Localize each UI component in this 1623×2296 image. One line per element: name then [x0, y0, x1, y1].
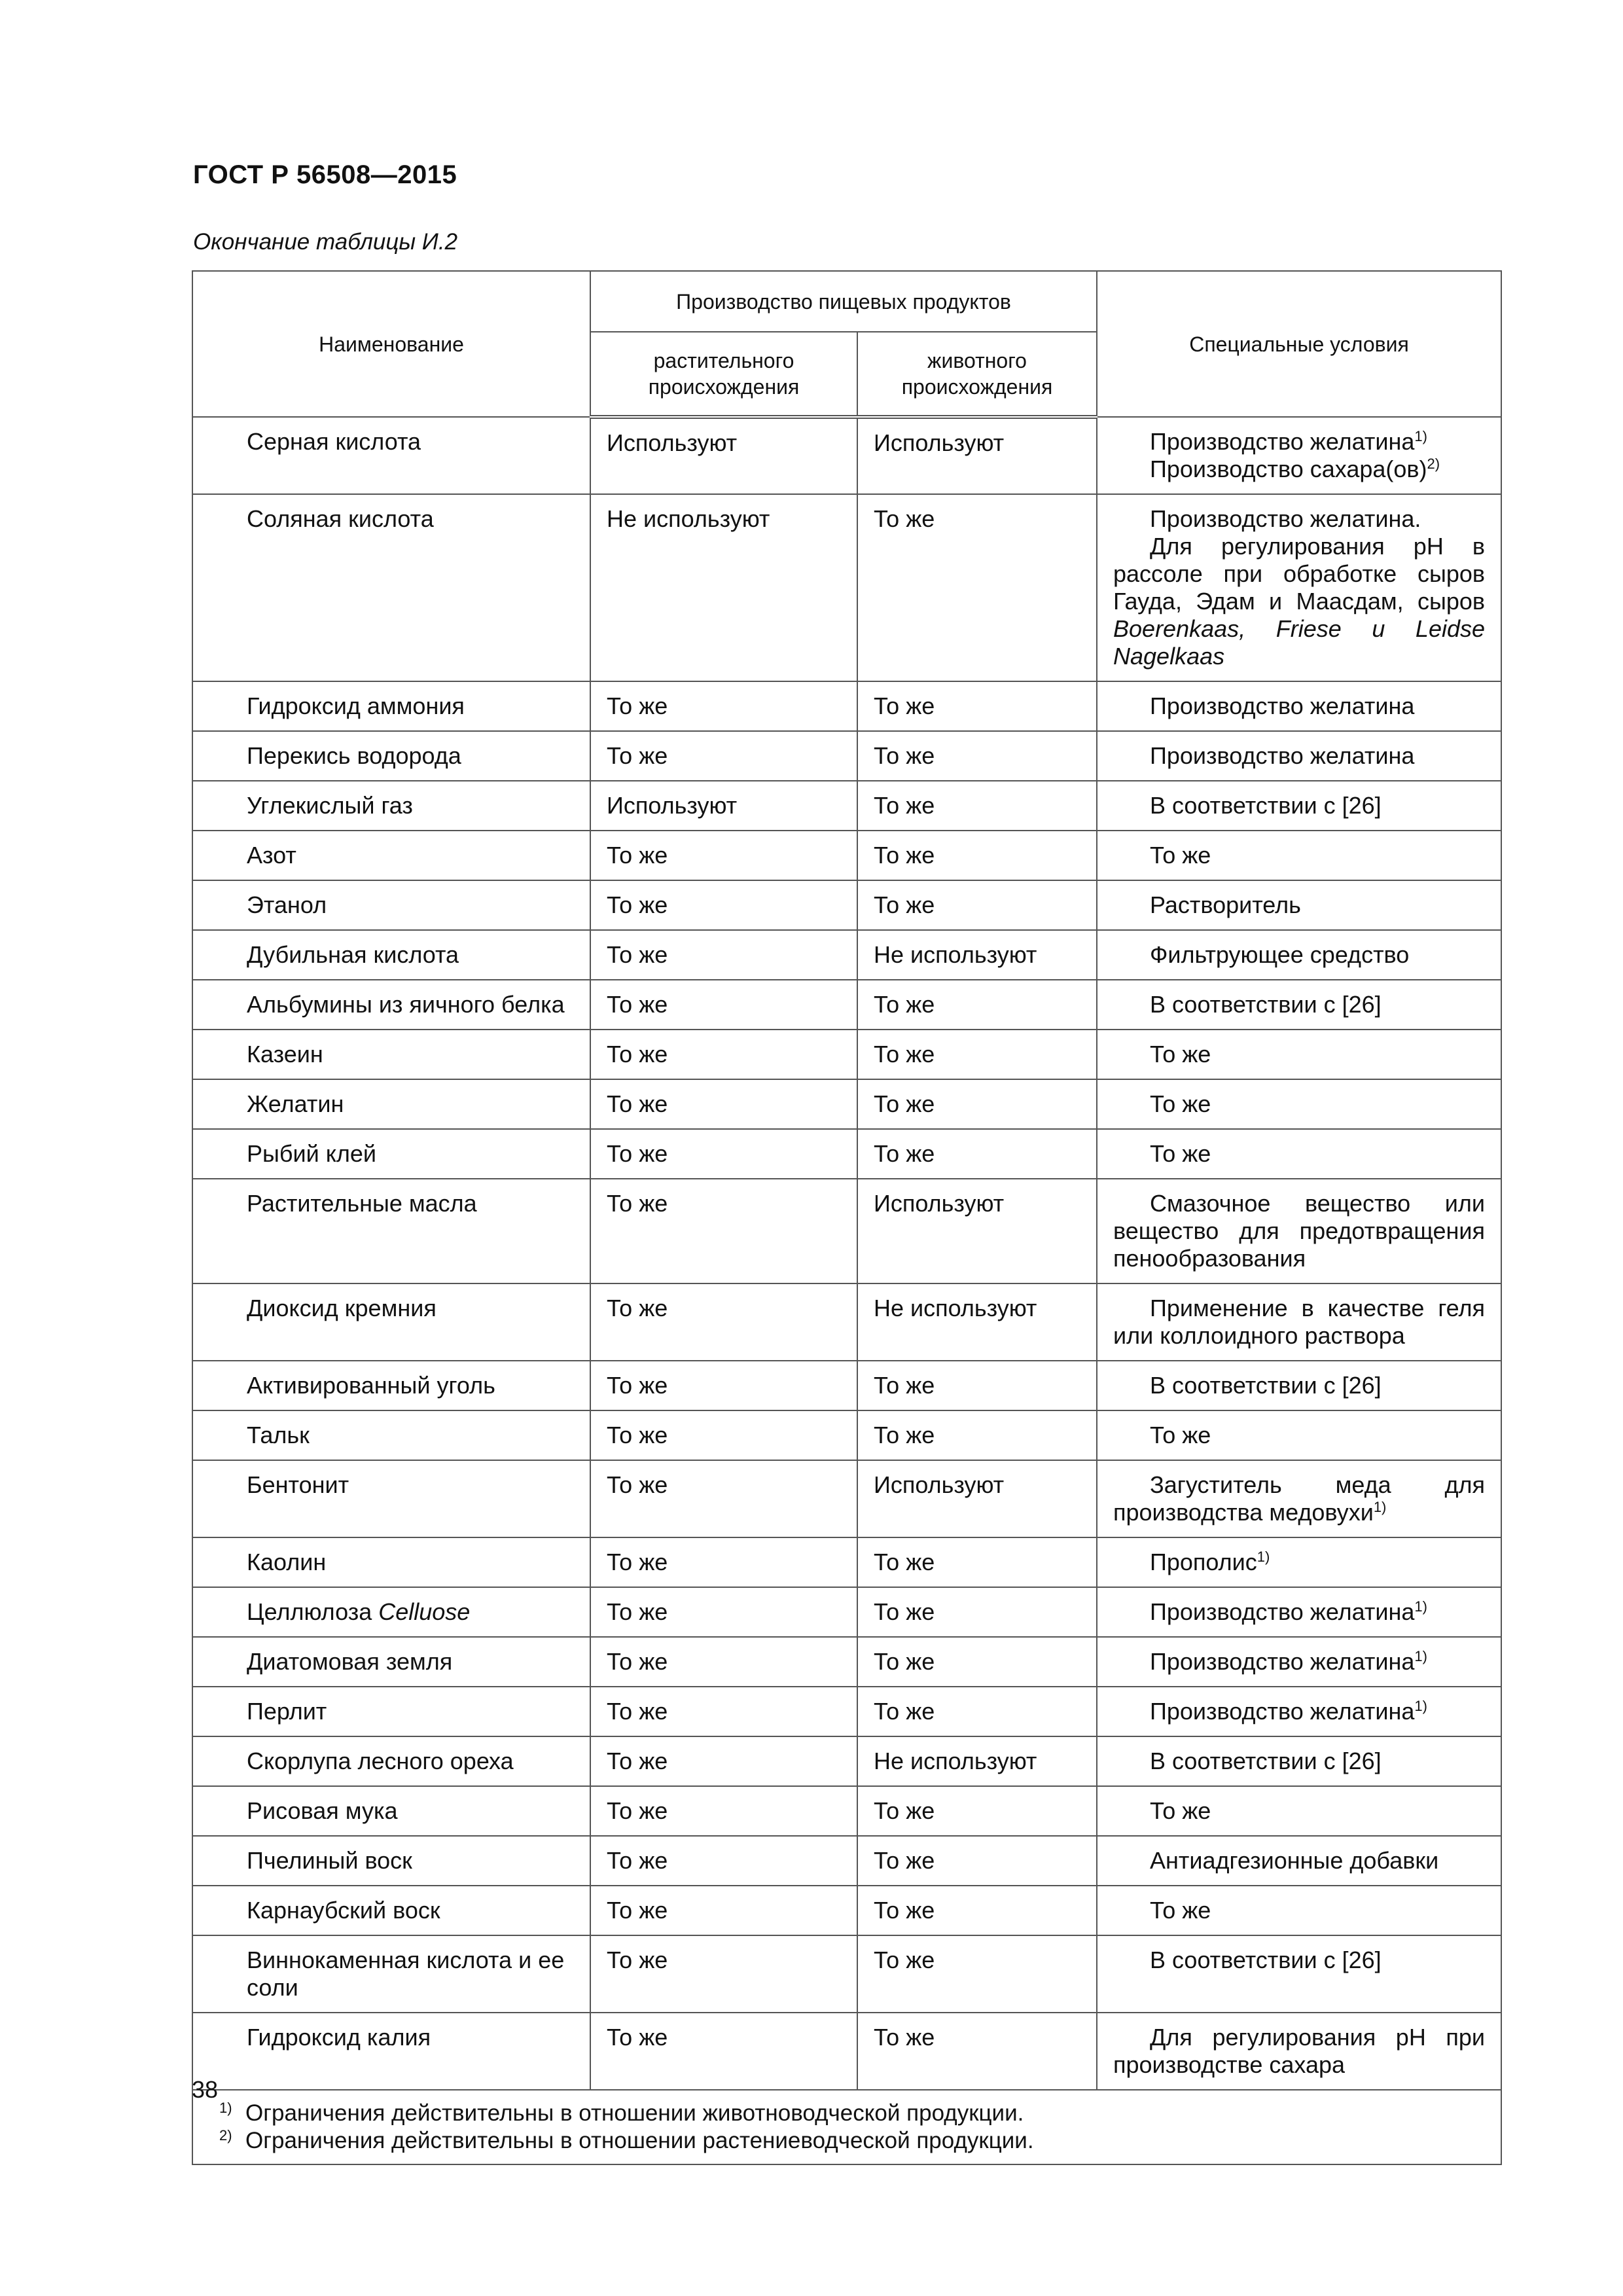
cell-conditions: Применение в качестве геля или коллоидного раствора [1097, 1283, 1501, 1361]
cell-animal: То же [857, 1079, 1097, 1129]
cell-plant: Используют [590, 417, 857, 494]
cell-conditions: В соответствии с [26] [1097, 980, 1501, 1030]
cell-name: Виннокаменная кислота и ее соли [192, 1935, 590, 2013]
table-row [192, 417, 1501, 494]
cell-name: Казеин [192, 1030, 590, 1079]
table-row [192, 781, 1501, 831]
table-row [192, 2013, 1501, 2090]
table-body [192, 417, 1501, 2090]
cell-animal: То же [857, 1587, 1097, 1637]
cell-plant: То же [590, 1886, 857, 1935]
header-production: Производство пищевых продуктов [590, 271, 1097, 332]
table-row [192, 831, 1501, 880]
cell-name: Серная кислота [192, 417, 590, 494]
cell-animal: Не используют [857, 1736, 1097, 1786]
cell-animal: То же [857, 831, 1097, 880]
cell-name: Рыбий клей [192, 1129, 590, 1179]
cell-animal: То же [857, 880, 1097, 930]
cell-animal: То же [857, 980, 1097, 1030]
cell-conditions: В соответствии с [26] [1097, 1736, 1501, 1786]
cell-name: Скорлупа лесного ореха [192, 1736, 590, 1786]
table-row [192, 1537, 1501, 1587]
cell-animal: Используют [857, 417, 1097, 494]
cell-name: Перекись водорода [192, 731, 590, 781]
cell-conditions: Антиадгезионные добавки [1097, 1836, 1501, 1886]
cell-animal: То же [857, 1129, 1097, 1179]
cell-conditions: Растворитель [1097, 880, 1501, 930]
cell-plant: То же [590, 1361, 857, 1410]
cell-name: Этанол [192, 880, 590, 930]
cell-name: Диоксид кремния [192, 1283, 590, 1361]
document-header: ГОСТ Р 56508—2015 [193, 160, 457, 189]
cell-plant: То же [590, 1537, 857, 1587]
table-row [192, 1587, 1501, 1637]
cell-plant: То же [590, 1935, 857, 2013]
cell-conditions: То же [1097, 1886, 1501, 1935]
cell-plant: То же [590, 1836, 857, 1886]
cell-animal: Используют [857, 1179, 1097, 1283]
cell-animal: То же [857, 1537, 1097, 1587]
cell-name: Рисовая мука [192, 1786, 590, 1836]
cell-plant: То же [590, 1179, 857, 1283]
table-row [192, 1836, 1501, 1886]
table-row [192, 1736, 1501, 1786]
cell-name: Желатин [192, 1079, 590, 1129]
cell-conditions: Для регулирования pH при производстве сахара [1097, 2013, 1501, 2090]
cell-animal: То же [857, 1361, 1097, 1410]
cell-plant: То же [590, 1410, 857, 1460]
table-row [192, 731, 1501, 781]
page-number: 38 [192, 2076, 219, 2103]
cell-conditions: То же [1097, 1786, 1501, 1836]
cell-name: Тальк [192, 1410, 590, 1460]
cell-plant: То же [590, 2013, 857, 2090]
table-row [192, 1079, 1501, 1129]
table-row [192, 980, 1501, 1030]
table-row [192, 930, 1501, 980]
table-row [192, 1283, 1501, 1361]
cell-conditions: В соответствии с [26] [1097, 1935, 1501, 2013]
cell-plant: То же [590, 1283, 857, 1361]
table-row [192, 1637, 1501, 1687]
cell-name: Целлюлоза Celluose [192, 1587, 590, 1637]
table-row [192, 1687, 1501, 1736]
cell-plant: Используют [590, 781, 857, 831]
cell-animal: То же [857, 681, 1097, 731]
table-row [192, 1935, 1501, 2013]
cell-animal: Не используют [857, 1283, 1097, 1361]
cell-conditions: То же [1097, 1410, 1501, 1460]
cell-plant: То же [590, 1030, 857, 1079]
cell-animal: То же [857, 1935, 1097, 2013]
cell-conditions: В соответствии с [26] [1097, 781, 1501, 831]
cell-conditions: Производство желатина [1097, 731, 1501, 781]
table-row [192, 1410, 1501, 1460]
cell-plant: То же [590, 1736, 857, 1786]
cell-animal: То же [857, 1836, 1097, 1886]
header-conditions: Специальные условия [1097, 271, 1501, 417]
cell-conditions: То же [1097, 1030, 1501, 1079]
cell-animal: То же [857, 1786, 1097, 1836]
cell-name: Карнаубский воск [192, 1886, 590, 1935]
cell-conditions: Прополис$^{1)}$ [1097, 1537, 1501, 1587]
cell-animal: То же [857, 1410, 1097, 1460]
table-row [192, 494, 1501, 681]
table-row [192, 681, 1501, 731]
footnotes [192, 2090, 1501, 2164]
cell-plant: Не используют [590, 494, 857, 681]
cell-plant: То же [590, 1687, 857, 1736]
cell-plant: То же [590, 1129, 857, 1179]
cell-name: Соляная кислота [192, 494, 590, 681]
cell-plant: То же [590, 930, 857, 980]
cell-name: Гидроксид аммония [192, 681, 590, 731]
cell-animal: Не используют [857, 930, 1097, 980]
cell-animal: То же [857, 781, 1097, 831]
cell-plant: То же [590, 831, 857, 880]
cell-conditions: Производство желатина [1097, 681, 1501, 731]
table-row [192, 1030, 1501, 1079]
cell-conditions: Производство желатина$^{1)}$ [1097, 1687, 1501, 1736]
cell-plant: То же [590, 1587, 857, 1637]
cell-conditions: В соответствии с [26] [1097, 1361, 1501, 1410]
table-row [192, 1786, 1501, 1836]
cell-animal: Используют [857, 1460, 1097, 1537]
cell-conditions: Производство желатина$^{1)}$ Производство сахара(ов)$^{2)}$ [1097, 417, 1501, 494]
cell-conditions: То же [1097, 1079, 1501, 1129]
cell-animal: То же [857, 494, 1097, 681]
table-row [192, 1361, 1501, 1410]
cell-conditions: Фильтрующее средство [1097, 930, 1501, 980]
cell-animal: То же [857, 1637, 1097, 1687]
cell-name: Каолин [192, 1537, 590, 1587]
cell-conditions: Производство желатина$^{1)}$ [1097, 1587, 1501, 1637]
table-row [192, 1179, 1501, 1283]
cell-plant: То же [590, 880, 857, 930]
cell-animal: То же [857, 2013, 1097, 2090]
cell-name: Растительные масла [192, 1179, 590, 1283]
cell-name: Углекислый газ [192, 781, 590, 831]
cell-name: Гидроксид калия [192, 2013, 590, 2090]
cell-conditions: То же [1097, 831, 1501, 880]
cell-plant: То же [590, 1786, 857, 1836]
cell-conditions: Смазочное вещество или вещество для предотвращения пенообразования [1097, 1179, 1501, 1283]
table-row [192, 1886, 1501, 1935]
cell-animal: То же [857, 1886, 1097, 1935]
cell-plant: То же [590, 1460, 857, 1537]
cell-name: Дубильная кислота [192, 930, 590, 980]
header-animal-origin: животного происхождения [857, 332, 1097, 417]
cell-animal: То же [857, 1030, 1097, 1079]
cell-conditions: Производство желатина$^{1)}$ [1097, 1637, 1501, 1687]
table-row [192, 1460, 1501, 1537]
cell-name: Пчелиный воск [192, 1836, 590, 1886]
cell-conditions: То же [1097, 1129, 1501, 1179]
cell-name: Диатомовая земля [192, 1637, 590, 1687]
cell-name: Активированный уголь [192, 1361, 590, 1410]
table-row [192, 1129, 1501, 1179]
header-name: Наименование [192, 271, 590, 417]
cell-name: Бентонит [192, 1460, 590, 1537]
cell-animal: То же [857, 1687, 1097, 1736]
cell-plant: То же [590, 980, 857, 1030]
cell-plant: То же [590, 1079, 857, 1129]
header-plant-origin: растительного происхождения [590, 332, 857, 417]
substances-table [192, 270, 1502, 2165]
footnote-2: 2) Ограничения действительны в отношении растениеводческой продукции. [219, 2127, 1034, 2153]
table-row [192, 880, 1501, 930]
cell-plant: То же [590, 681, 857, 731]
cell-conditions: Производство желатина. Для регулирования pH в рассоле при обработке сыров Гауда, Эдам и Маасдам, сыров Boerenkaas, Friese и Leidse Nagelkaas [1097, 494, 1501, 681]
cell-conditions: Загуститель меда для производства медовухи$^{1)}$ [1097, 1460, 1501, 1537]
cell-name: Альбумины из яичного белка [192, 980, 590, 1030]
cell-plant: То же [590, 1637, 857, 1687]
cell-plant: То же [590, 731, 857, 781]
table-caption: Окончание таблицы И.2 [193, 229, 458, 255]
footnote-1: 1) Ограничения действительны в отношении животноводческой продукции. [219, 2100, 1024, 2126]
cell-name: Перлит [192, 1687, 590, 1736]
cell-animal: То же [857, 731, 1097, 781]
cell-name: Азот [192, 831, 590, 880]
